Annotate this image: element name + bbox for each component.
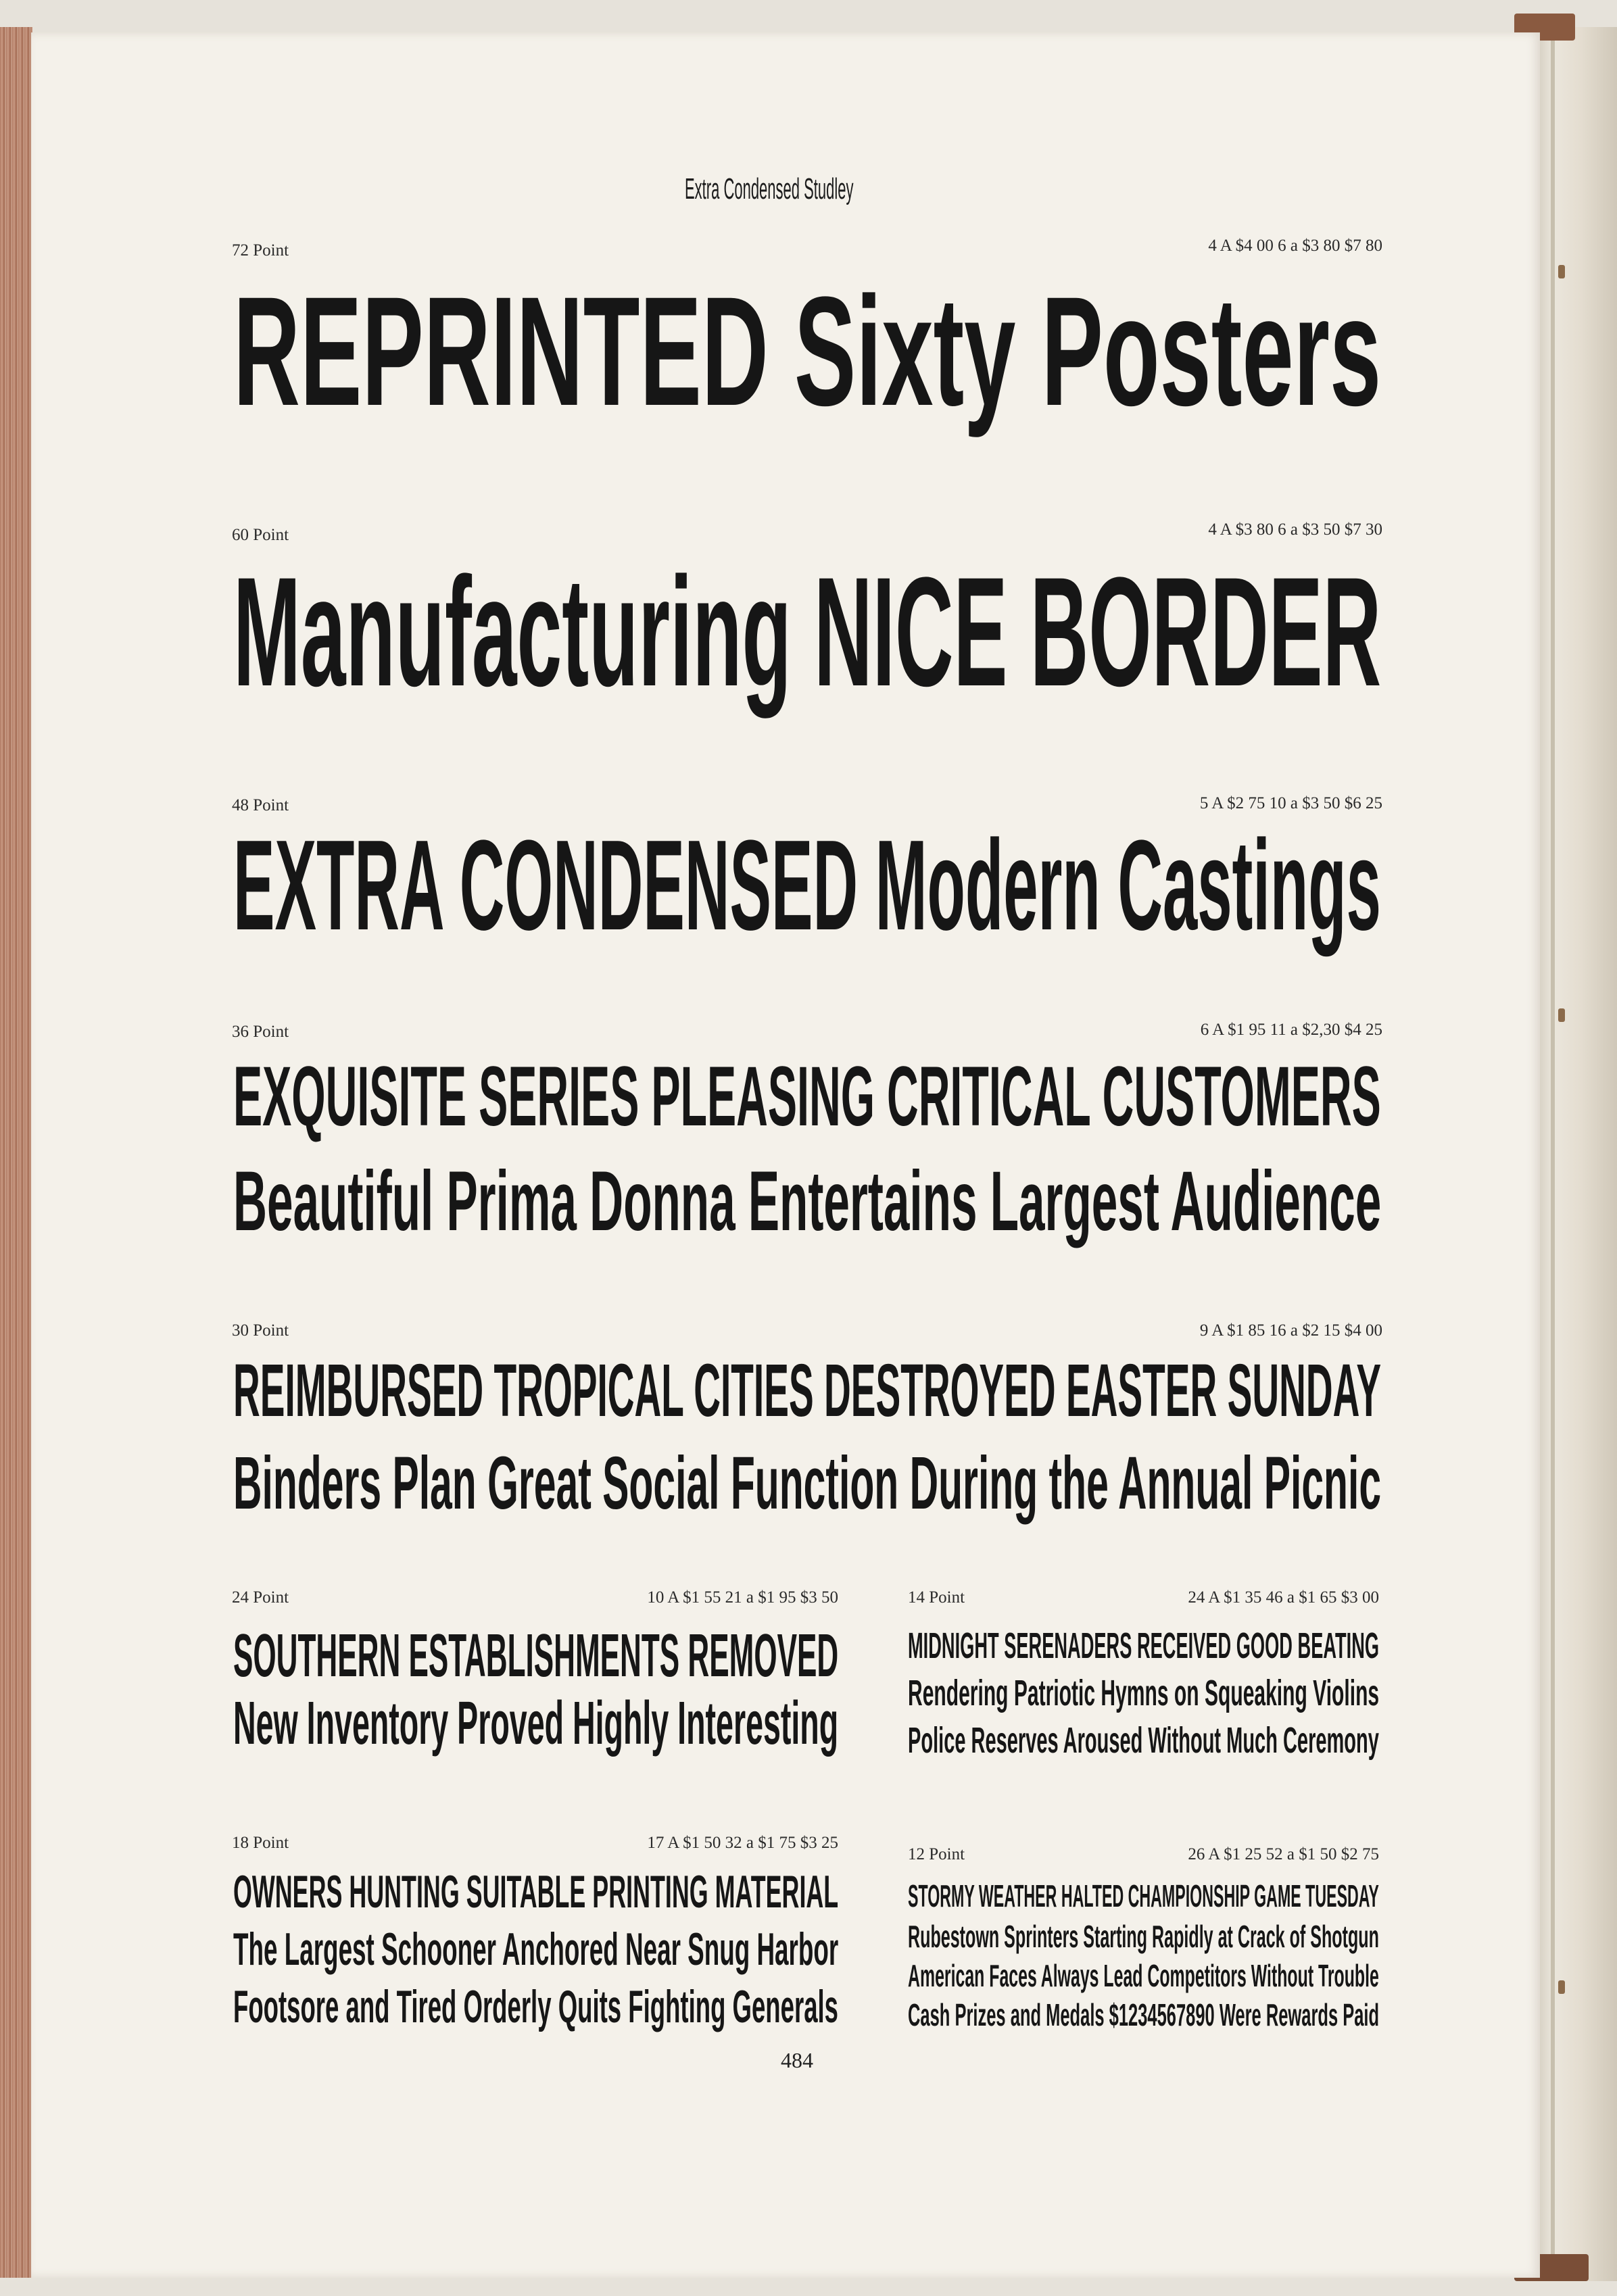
specimen-12-line-4: Cash Prizes and Medals $1234567890 Were Rewards Paid (908, 1997, 1380, 2032)
price-label-36: 6 A $1 95 11 a $2,30 $4 25 (1200, 1021, 1382, 1039)
size-label-36: 36 Point (232, 1023, 289, 1041)
size-label-30: 30 Point (232, 1321, 289, 1340)
price-label-48: 5 A $2 75 10 a $3 50 $6 25 (1199, 794, 1382, 812)
specimen-48-line-1: EXTRA CONDENSED Modern Castings (233, 814, 1381, 957)
spine-line (1551, 37, 1555, 2268)
page-title: Extra Condensed Studley (685, 172, 854, 205)
page-number: 484 (781, 2048, 813, 2072)
specimen-24-line-1: SOUTHERN ESTABLISHMENTS REMOVED (233, 1622, 839, 1690)
specimen-24-line-2: New Inventory Proved Highly Interesting (233, 1690, 839, 1757)
specimen-30-line-1: REIMBURSED TROPICAL CITIES DESTROYED EASTER SUNDAY (233, 1349, 1382, 1432)
price-label-12: 26 A $1 25 52 a $1 50 $2 75 (1188, 1845, 1379, 1863)
size-label-14: 14 Point (908, 1588, 965, 1607)
specimen-18-line-3: Footsore and Tired Orderly Quits Fighting Generals (233, 1981, 839, 2032)
price-label-60: 4 A $3 80 6 a $3 50 $7 30 (1208, 520, 1382, 539)
page-mark (1558, 265, 1565, 278)
specimen-30-line-2: Binders Plan Great Social Function During the Annual Picnic (233, 1442, 1382, 1525)
page-mark (1558, 1008, 1565, 1022)
specimen-12-line-2: Rubestown Sprinters Starting Rapidly at Crack of Shotgun (908, 1919, 1379, 1954)
size-label-24: 24 Point (232, 1588, 289, 1607)
specimen-18-line-1: OWNERS HUNTING SUITABLE PRINTING MATERIAL (233, 1866, 839, 1918)
price-label-18: 17 A $1 50 32 a $1 75 $3 25 (647, 1834, 838, 1852)
specimen-14-line-1: MIDNIGHT SERENADERS RECEIVED GOOD BEATING (908, 1626, 1380, 1666)
specimen-12-line-1: STORMY WEATHER HALTED CHAMPIONSHIP GAME TUESDAY (908, 1878, 1379, 1913)
size-label-72: 72 Point (232, 241, 289, 260)
specimen-36-line-1: EXQUISITE SERIES PLEASING CRITICAL CUSTOMERS (233, 1050, 1381, 1144)
book-edge-left (0, 27, 32, 2278)
price-label-14: 24 A $1 35 46 a $1 65 $3 00 (1188, 1588, 1379, 1607)
specimen-36-line-2: Beautiful Prima Donna Entertains Largest Audience (233, 1154, 1382, 1248)
specimen-72-line-1: REPRINTED Sixty Posters (233, 264, 1382, 438)
specimen-18-line-2: The Largest Schooner Anchored Near Snug Harbor (233, 1924, 839, 1975)
price-label-72: 4 A $4 00 6 a $3 80 $7 80 (1208, 237, 1382, 255)
size-label-48: 48 Point (232, 796, 289, 814)
size-label-18: 18 Point (232, 1834, 289, 1852)
specimen-12-line-3: American Faces Always Lead Competitors Without Trouble (908, 1958, 1379, 1993)
specimen-14-line-3: Police Reserves Aroused Without Much Ceremony (908, 1720, 1379, 1761)
price-label-24: 10 A $1 55 21 a $1 95 $3 50 (647, 1588, 838, 1607)
specimen-14-line-2: Rendering Patriotic Hymns on Squeaking Violins (908, 1673, 1380, 1713)
size-label-60: 60 Point (232, 526, 289, 544)
specimen-60-line-1: Manufacturing NICE BORDER (233, 545, 1382, 718)
price-label-30: 9 A $1 85 16 a $2 15 $4 00 (1199, 1321, 1382, 1340)
size-label-12: 12 Point (908, 1845, 965, 1863)
page-mark (1558, 1980, 1565, 1994)
